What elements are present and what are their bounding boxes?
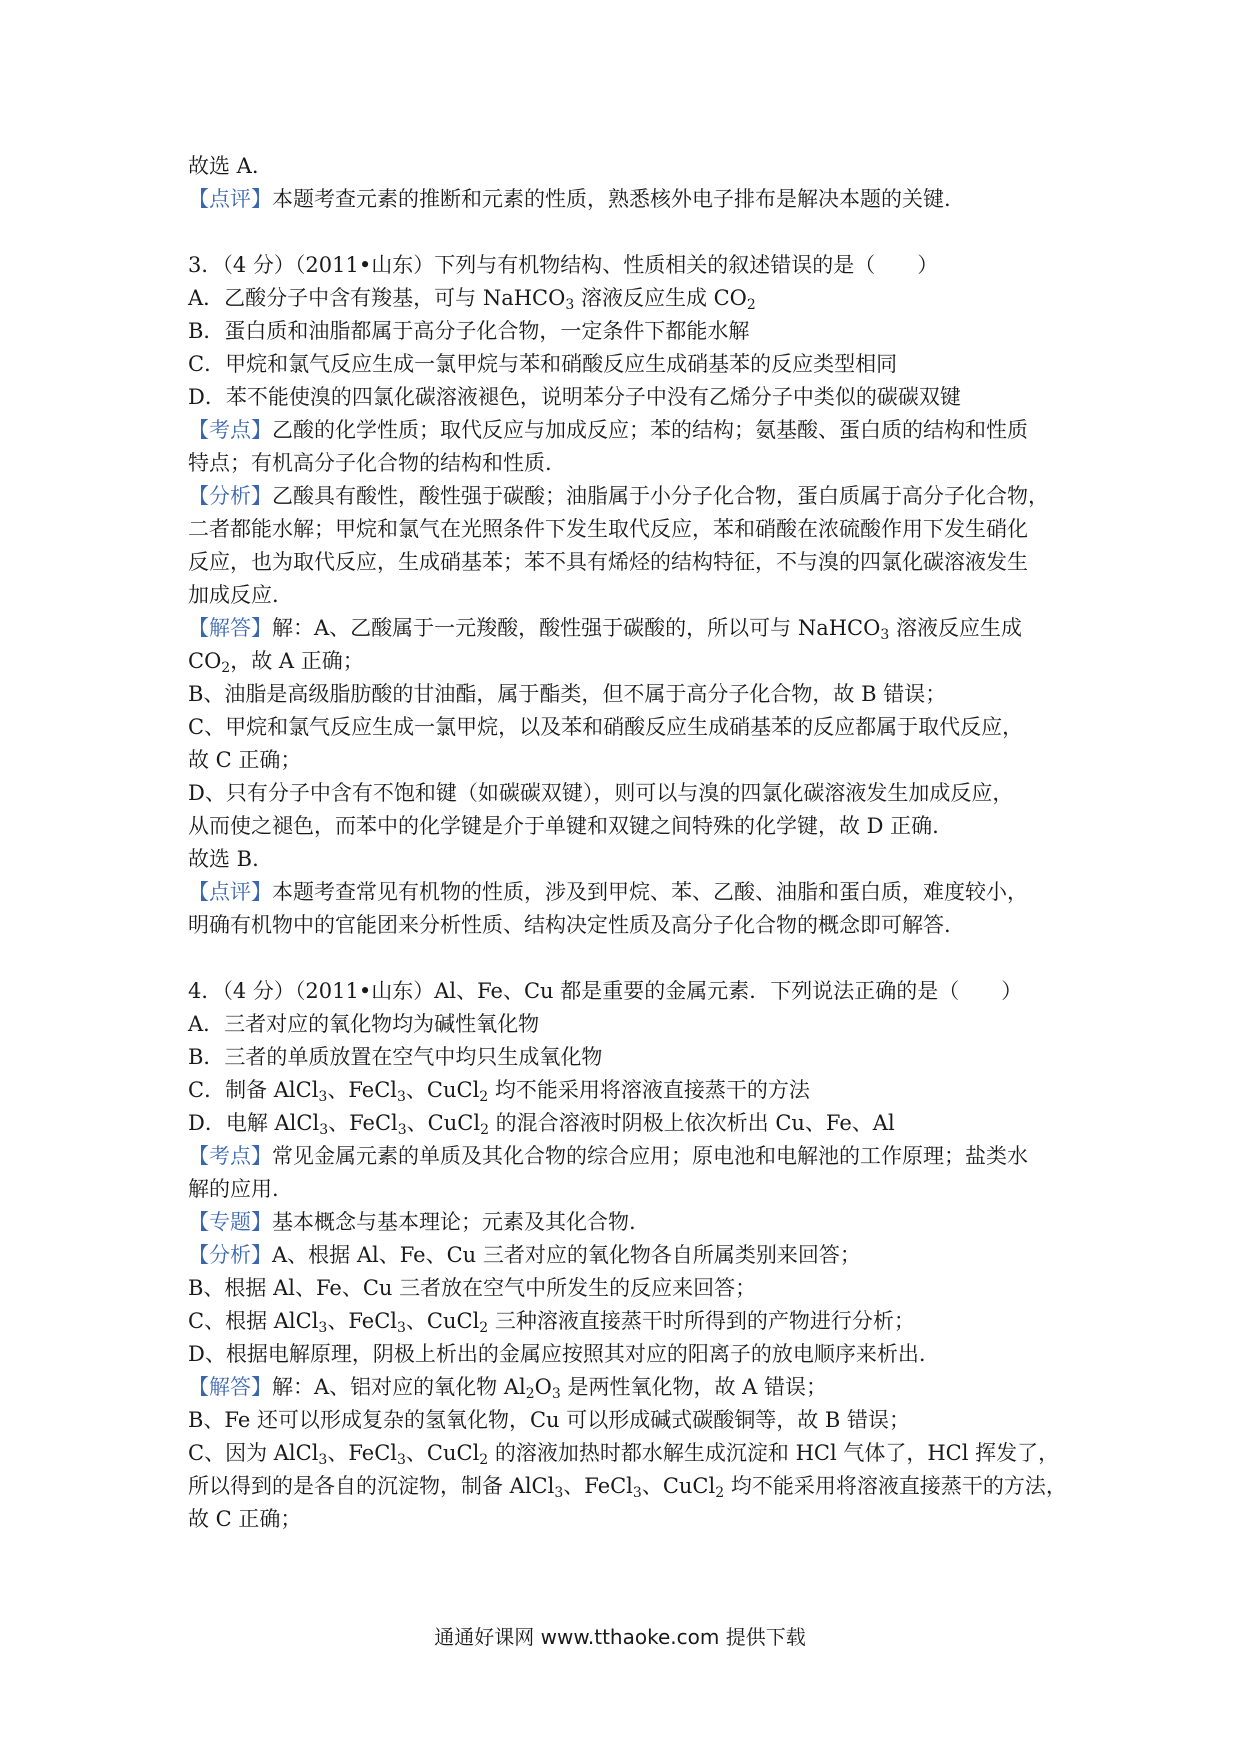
q4-kaodian-cont: 解的应用. [188, 1177, 279, 1201]
q3-review-l2: 明确有机物中的官能团来分析性质、结构决定性质及高分子化合物的概念即可解答. [188, 913, 951, 937]
q3-jieda: 【解答】解：A、乙酸属于一元羧酸，酸性强于碳酸的，所以可与 NaHCO$_3$ 溶液反应生成 [188, 616, 1022, 643]
q3-review: 【点评】本题考查常见有机物的性质，涉及到甲烷、苯、乙酸、油脂和蛋白质，难度较小， [188, 880, 1028, 904]
q4-jieda-l2: B、Fe 还可以形成复杂的氢氧化物，Cu 可以形成碱式碳酸铜等，故 B 错误； [188, 1408, 911, 1432]
q4-jieda: 【解答】解：A、铝对应的氧化物 $Al_2O_3$ 是两性氧化物，故 A 错误； [188, 1375, 827, 1402]
q4-fenxi-l4: D、根据电解原理，阴极上析出的金属应按照其对应的阳离子的放电顺序来析出. [188, 1342, 926, 1366]
q3-option-a: A．乙酸分子中含有羧基，可与 NaHCO$_3$ 溶液反应生成 $CO_2$ [188, 286, 756, 313]
fenxi-tag: 【分析】 [188, 1243, 272, 1267]
q3-fenxi-l2: 二者都能水解；甲烷和氯气在光照条件下发生取代反应，苯和硝酸在浓硫酸作用下发生硝化 [188, 517, 1028, 541]
fenxi-tag: 【分析】 [188, 484, 272, 508]
q3-fenxi-l4: 加成反应. [188, 583, 279, 607]
q4-zhuanti: 【专题】基本概念与基本理论；元素及其化合物. [188, 1210, 636, 1234]
jieda-tag: 【解答】 [188, 1375, 272, 1399]
q3-conclusion: 故选 B. [188, 847, 259, 871]
q3-jieda-l2: $CO_2$，故 A 正确； [188, 649, 364, 676]
zhuanti-tag: 【专题】 [188, 1210, 272, 1234]
q3-jieda-l5: 故 C 正确； [188, 748, 302, 772]
jieda-tag: 【解答】 [188, 616, 272, 640]
q2-review [188, 183, 1068, 216]
q4-option-b: B．三者的单质放置在空气中均只生成氧化物 [188, 1045, 603, 1069]
q4-kaodian: 【考点】常见金属元素的单质及其化合物的综合应用；原电池和电解池的工作原理；盐类水 [188, 1144, 1028, 1168]
q3-jieda-l6: D、只有分子中含有不饱和键（如碳碳双键），则可以与溴的四氯化碳溶液发生加成反应， [188, 781, 1014, 805]
q2-conclusion: 故选 A. [188, 154, 259, 178]
q4-option-d: D．电解 AlCl$_3$、FeCl$_3$、CuCl$_2$ 的混合溶液时阴极上依次析出 Cu、Fe、Al [188, 1111, 895, 1138]
q3-option-d: D．苯不能使溴的四氯化碳溶液褪色，说明苯分子中没有乙烯分子中类似的碳碳双键 [188, 385, 961, 409]
page-footer: 通通好课网 www.tthaoke.com 提供下载 [434, 1625, 806, 1649]
q3-kaodian-cont: 特点；有机高分子化合物的结构和性质. [188, 451, 552, 475]
q3-jieda-l3: B、油脂是高级脂肪酸的甘油酯，属于酯类，但不属于高分子化合物，故 B 错误； [188, 682, 947, 706]
review-text: 本题考查元素的推断和元素的性质，熟悉核外电子排布是解决本题的关键. [272, 187, 951, 211]
spacer [188, 216, 1068, 249]
q3-jieda-l4: C、甲烷和氯气反应生成一氯甲烷，以及苯和硝酸反应生成硝基苯的反应都属于取代反应， [188, 715, 1024, 739]
q4-jieda-l5: 故 C 正确； [188, 1507, 302, 1531]
review-tag: 【点评】 [188, 187, 272, 211]
review-tag: 【点评】 [188, 880, 272, 904]
q4-jieda-l3: C、因为 AlCl$_3$、FeCl$_3$、CuCl$_2$ 的溶液加热时都水解生成沉淀和 HCl 气体了，HCl 挥发了， [188, 1441, 1060, 1468]
q3-title: 3．（4 分）（2011•山东）下列与有机物结构、性质相关的叙述错误的是（ ） [188, 253, 939, 277]
q4-option-a: A．三者对应的氧化物均为碱性氧化物 [188, 1012, 540, 1036]
q3-jieda-l7: 从而使之褪色，而苯中的化学键是介于单键和双键之间特殊的化学键，故 D 正确. [188, 814, 939, 838]
kaodian-tag: 【考点】 [188, 418, 272, 442]
q3-fenxi-l3: 反应，也为取代反应，生成硝基苯；苯不具有烯烃的结构特征，不与溴的四氯化碳溶液发生 [188, 550, 1028, 574]
q4-fenxi: 【分析】A、根据 Al、Fe、Cu 三者对应的氧化物各自所属类别来回答； [188, 1243, 861, 1267]
q3-option-b: B．蛋白质和油脂都属于高分子化合物，一定条件下都能水解 [188, 319, 750, 343]
q3-kaodian: 【考点】乙酸的化学性质；取代反应与加成反应；苯的结构；氨基酸、蛋白质的结构和性质 [188, 418, 1028, 442]
q4-jieda-l4: 所以得到的是各自的沉淀物，制备 AlCl$_3$、FeCl$_3$、CuCl$_2$ 均不能采用将溶液直接蒸干的方法， [188, 1474, 1067, 1501]
q4-title: 4．（4 分）（2011•山东）Al、Fe、Cu 都是重要的金属元素．下列说法正确的是（ ） [188, 979, 1023, 1003]
q4-fenxi-l3: C、根据 AlCl$_3$、FeCl$_3$、CuCl$_2$ 三种溶液直接蒸干时所得到的产物进行分析； [188, 1309, 915, 1336]
q3-option-c: C．甲烷和氯气反应生成一氯甲烷与苯和硝酸反应生成硝基苯的反应类型相同 [188, 352, 898, 376]
kaodian-tag: 【考点】 [188, 1144, 272, 1168]
q4-fenxi-l2: B、根据 Al、Fe、Cu 三者放在空气中所发生的反应来回答； [188, 1276, 757, 1300]
q4-option-c: C．制备 AlCl$_3$、FeCl$_3$、CuCl$_2$ 均不能采用将溶液直接蒸干的方法 [188, 1078, 810, 1105]
page-content [188, 150, 1068, 1536]
spacer [188, 942, 1068, 975]
q3-fenxi: 【分析】乙酸具有酸性，酸性强于碳酸；油脂属于小分子化合物，蛋白质属于高分子化合物， [188, 484, 1049, 508]
